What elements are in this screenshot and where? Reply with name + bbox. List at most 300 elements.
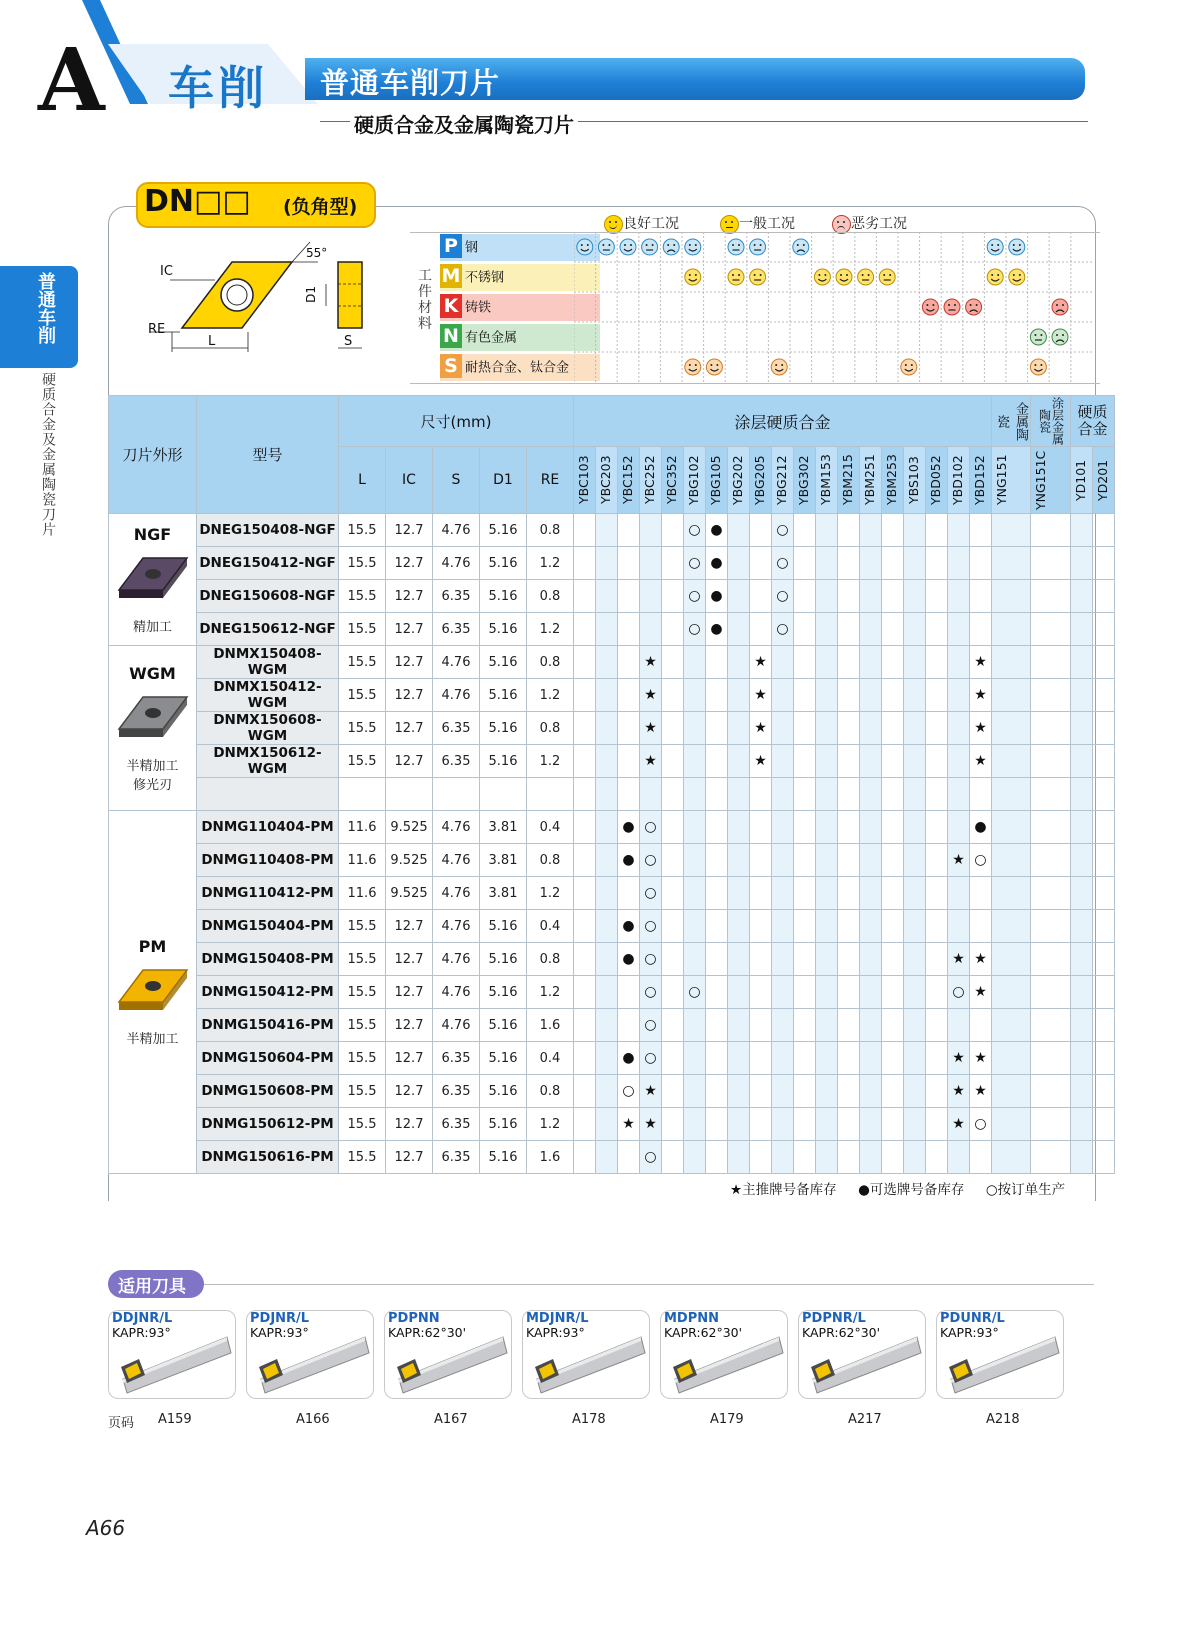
grade-cell bbox=[618, 976, 640, 1009]
grade-cell bbox=[750, 1009, 772, 1042]
grade-cell bbox=[926, 976, 948, 1009]
model-cell bbox=[197, 778, 339, 811]
grade-cell bbox=[750, 910, 772, 943]
condition-ok-icon bbox=[685, 239, 701, 255]
legend-circle: ○按订单生产 bbox=[985, 1182, 1066, 1198]
grade-cell bbox=[662, 1108, 684, 1141]
col-dim-d1: D1 bbox=[480, 447, 527, 514]
group-carbide: 硬质合金 bbox=[1071, 396, 1115, 447]
grade-cell bbox=[1071, 844, 1093, 877]
dim-cell: 12.7 bbox=[386, 1009, 433, 1042]
grade-cell bbox=[772, 811, 794, 844]
grade-cell bbox=[882, 514, 904, 547]
grade-cell bbox=[904, 745, 926, 778]
grade-cell bbox=[860, 811, 882, 844]
tool-card[interactable] bbox=[522, 1310, 650, 1399]
dim-cell: 12.7 bbox=[386, 1042, 433, 1075]
grade-cell bbox=[574, 580, 596, 613]
condition-ok-icon bbox=[685, 269, 701, 285]
grade-cell bbox=[904, 547, 926, 580]
grade-cell bbox=[838, 580, 860, 613]
dim-cell: 6.35 bbox=[433, 580, 480, 613]
condition-bad-icon bbox=[1052, 329, 1068, 345]
label-angle: 55° bbox=[306, 246, 328, 260]
grade-cell bbox=[882, 547, 904, 580]
grade-cell bbox=[596, 778, 618, 811]
tool-card[interactable] bbox=[246, 1310, 374, 1399]
dim-cell: 11.6 bbox=[339, 844, 386, 877]
grade-cell bbox=[1093, 877, 1115, 910]
grade-cell bbox=[1093, 811, 1115, 844]
col-grade: YBM251 bbox=[860, 447, 882, 514]
grade-cell bbox=[904, 613, 926, 646]
grade-cell bbox=[684, 679, 706, 712]
grade-cell bbox=[860, 646, 882, 679]
grade-cell bbox=[794, 1141, 816, 1174]
grade-cell bbox=[596, 745, 618, 778]
grade-cell: ○ bbox=[640, 943, 662, 976]
grade-cell bbox=[662, 1075, 684, 1108]
grade-cell bbox=[706, 778, 728, 811]
grade-cell: ★ bbox=[970, 1042, 992, 1075]
dim-cell: 4.76 bbox=[433, 547, 480, 580]
tool-page-ref[interactable]: A179 bbox=[710, 1412, 744, 1427]
grade-cell bbox=[992, 547, 1031, 580]
grade-cell bbox=[706, 679, 728, 712]
dim-cell: 6.35 bbox=[433, 712, 480, 745]
grade-cell bbox=[1093, 1075, 1115, 1108]
grade-cell bbox=[838, 712, 860, 745]
grade-cell bbox=[1071, 712, 1093, 745]
grade-cell bbox=[904, 844, 926, 877]
grade-cell: ● bbox=[706, 580, 728, 613]
grade-cell bbox=[728, 514, 750, 547]
grade-cell bbox=[926, 712, 948, 745]
grade-cell: ★ bbox=[640, 712, 662, 745]
grade-cell bbox=[926, 679, 948, 712]
grade-cell bbox=[596, 613, 618, 646]
grade-cell bbox=[662, 580, 684, 613]
grade-cell: ○ bbox=[640, 1141, 662, 1174]
col-grade: YBD052 bbox=[926, 447, 948, 514]
grade-cell bbox=[1071, 1009, 1093, 1042]
dim-cell: 1.2 bbox=[527, 547, 574, 580]
grade-cell bbox=[662, 1042, 684, 1075]
grade-cell bbox=[838, 1141, 860, 1174]
grade-cell bbox=[992, 712, 1031, 745]
grade-cell bbox=[860, 745, 882, 778]
dim-cell: 15.5 bbox=[339, 1141, 386, 1174]
grade-cell bbox=[794, 1042, 816, 1075]
grade-cell bbox=[618, 778, 640, 811]
grade-cell bbox=[926, 910, 948, 943]
grade-cell bbox=[948, 613, 970, 646]
grade-cell bbox=[662, 679, 684, 712]
grade-cell bbox=[794, 811, 816, 844]
normal-condition-icon bbox=[720, 215, 739, 234]
grade-cell bbox=[1071, 646, 1093, 679]
grade-cell bbox=[882, 778, 904, 811]
grade-cell bbox=[772, 1042, 794, 1075]
table-row bbox=[109, 712, 1115, 745]
dim-cell: 1.2 bbox=[527, 1108, 574, 1141]
tool-page-ref[interactable]: A218 bbox=[986, 1412, 1020, 1427]
grade-cell bbox=[794, 745, 816, 778]
grade-cell: ● bbox=[618, 910, 640, 943]
grade-cell bbox=[750, 943, 772, 976]
grade-cell bbox=[750, 1042, 772, 1075]
dim-cell: 3.81 bbox=[480, 811, 527, 844]
grade-cell bbox=[838, 547, 860, 580]
grade-cell bbox=[838, 877, 860, 910]
tool-holder-icon bbox=[523, 1311, 647, 1397]
col-grade: YBC103 bbox=[574, 447, 596, 514]
tool-card[interactable] bbox=[798, 1310, 926, 1399]
tool-kapr: KAPR:62°30' bbox=[802, 1325, 881, 1340]
grade-cell bbox=[816, 811, 838, 844]
condition-mid-icon bbox=[879, 269, 895, 285]
grade-cell: ○ bbox=[970, 1108, 992, 1141]
grade-cell bbox=[684, 943, 706, 976]
grade-cell bbox=[596, 1042, 618, 1075]
grade-cell bbox=[596, 1009, 618, 1042]
grade-cell bbox=[948, 646, 970, 679]
dim-cell: 3.81 bbox=[480, 877, 527, 910]
grade-cell: ○ bbox=[640, 811, 662, 844]
tool-card[interactable] bbox=[108, 1310, 236, 1399]
insert-code: DN□□ bbox=[144, 184, 251, 219]
grade-cell bbox=[684, 745, 706, 778]
grade-cell bbox=[1031, 712, 1071, 745]
grade-cell bbox=[1071, 943, 1093, 976]
grade-cell bbox=[948, 877, 970, 910]
grade-cell bbox=[992, 679, 1031, 712]
col-model: 型号 bbox=[197, 396, 339, 514]
tool-card[interactable] bbox=[384, 1310, 512, 1399]
table-row bbox=[109, 811, 1115, 844]
grade-cell bbox=[1093, 679, 1115, 712]
grade-cell bbox=[728, 547, 750, 580]
grade-cell bbox=[992, 646, 1031, 679]
grade-cell bbox=[992, 745, 1031, 778]
good-condition-icon bbox=[604, 215, 623, 234]
grade-cell bbox=[926, 811, 948, 844]
grade-cell bbox=[948, 778, 970, 811]
grade-cell bbox=[1071, 613, 1093, 646]
grade-cell: ★ bbox=[640, 1075, 662, 1108]
grade-cell bbox=[618, 712, 640, 745]
grade-cell: ● bbox=[618, 943, 640, 976]
condition-mid-icon bbox=[944, 299, 960, 315]
grade-cell bbox=[970, 514, 992, 547]
condition-ok-icon bbox=[577, 239, 593, 255]
grade-cell bbox=[794, 679, 816, 712]
grade-cell bbox=[1031, 580, 1071, 613]
dim-cell: 4.76 bbox=[433, 844, 480, 877]
grade-cell bbox=[794, 910, 816, 943]
grade-cell bbox=[970, 778, 992, 811]
condition-mid-icon bbox=[728, 239, 744, 255]
grade-cell bbox=[772, 910, 794, 943]
tool-name: PDJNR/L bbox=[250, 1311, 310, 1326]
grade-cell bbox=[838, 910, 860, 943]
grade-cell bbox=[750, 580, 772, 613]
grade-cell: ○ bbox=[640, 910, 662, 943]
table-row bbox=[109, 778, 1115, 811]
grade-cell bbox=[1071, 514, 1093, 547]
grade-cell: ○ bbox=[684, 547, 706, 580]
grade-cell bbox=[706, 1042, 728, 1075]
model-cell: DNMX150612-WGM bbox=[197, 745, 339, 778]
col-grade: YBG212 bbox=[772, 447, 794, 514]
grade-cell bbox=[596, 1108, 618, 1141]
dim-cell: 15.5 bbox=[339, 580, 386, 613]
grade-cell bbox=[838, 613, 860, 646]
grade-cell: ★ bbox=[970, 745, 992, 778]
grade-cell bbox=[882, 943, 904, 976]
dim-cell: 5.16 bbox=[480, 1108, 527, 1141]
grade-cell bbox=[574, 646, 596, 679]
grade-cell bbox=[750, 811, 772, 844]
grade-cell: ○ bbox=[684, 613, 706, 646]
grade-cell bbox=[706, 844, 728, 877]
grade-cell bbox=[970, 877, 992, 910]
grade-cell bbox=[772, 745, 794, 778]
grade-cell bbox=[948, 514, 970, 547]
grade-cell bbox=[574, 1009, 596, 1042]
grade-cell bbox=[706, 745, 728, 778]
table-row bbox=[109, 745, 1115, 778]
grade-cell bbox=[860, 1042, 882, 1075]
grade-cell bbox=[1031, 877, 1071, 910]
insert-shape-icon bbox=[113, 548, 193, 608]
grade-cell bbox=[574, 613, 596, 646]
grade-cell bbox=[838, 1108, 860, 1141]
shape-note: 修光刃 bbox=[132, 777, 172, 793]
model-cell: DNEG150612-NGF bbox=[197, 613, 339, 646]
col-grade: YNG151C bbox=[1031, 447, 1071, 514]
col-grade: YBM253 bbox=[882, 447, 904, 514]
grade-cell bbox=[904, 514, 926, 547]
grade-cell bbox=[816, 910, 838, 943]
grade-cell bbox=[772, 877, 794, 910]
table-row bbox=[109, 877, 1115, 910]
grade-cell: ○ bbox=[640, 877, 662, 910]
page-title: 普通车削刀片 bbox=[320, 66, 501, 100]
table-row bbox=[109, 1075, 1115, 1108]
grade-cell bbox=[816, 1141, 838, 1174]
grade-cell: ○ bbox=[640, 976, 662, 1009]
grade-cell bbox=[904, 778, 926, 811]
grade-cell bbox=[596, 712, 618, 745]
grade-cell bbox=[904, 1009, 926, 1042]
grade-cell bbox=[662, 910, 684, 943]
grade-cell: ● bbox=[706, 547, 728, 580]
tool-page-ref[interactable]: A217 bbox=[848, 1412, 882, 1427]
grade-cell bbox=[750, 844, 772, 877]
grade-cell bbox=[1093, 910, 1115, 943]
dim-cell: 4.76 bbox=[433, 910, 480, 943]
grade-cell bbox=[1071, 580, 1093, 613]
grade-cell bbox=[860, 1009, 882, 1042]
grade-cell bbox=[1031, 613, 1071, 646]
grade-cell bbox=[882, 580, 904, 613]
table-row bbox=[109, 910, 1115, 943]
grade-cell bbox=[860, 844, 882, 877]
col-grade: YBG105 bbox=[706, 447, 728, 514]
condition-ok-icon bbox=[1030, 359, 1046, 375]
grade-cell bbox=[574, 1108, 596, 1141]
grade-cell bbox=[816, 646, 838, 679]
grade-cell bbox=[970, 1141, 992, 1174]
tool-page-ref[interactable]: A159 bbox=[158, 1412, 192, 1427]
label-ic: IC bbox=[160, 264, 173, 279]
dim-cell: 1.2 bbox=[527, 745, 574, 778]
dim-cell: 6.35 bbox=[433, 745, 480, 778]
grade-cell bbox=[970, 580, 992, 613]
grade-cell bbox=[926, 547, 948, 580]
tool-card[interactable] bbox=[936, 1310, 1064, 1399]
model-cell: DNMG150412-PM bbox=[197, 976, 339, 1009]
tool-page-ref[interactable]: A167 bbox=[434, 1412, 468, 1427]
tool-card[interactable] bbox=[660, 1310, 788, 1399]
grade-cell bbox=[926, 1009, 948, 1042]
grade-cell bbox=[684, 811, 706, 844]
dim-cell: 1.2 bbox=[527, 877, 574, 910]
grade-cell bbox=[772, 1108, 794, 1141]
dim-cell: 0.8 bbox=[527, 712, 574, 745]
dim-cell: 5.16 bbox=[480, 1141, 527, 1174]
grade-cell bbox=[728, 712, 750, 745]
dim-cell: 4.76 bbox=[433, 514, 480, 547]
tool-page-ref[interactable]: A166 bbox=[296, 1412, 330, 1427]
grade-cell bbox=[640, 613, 662, 646]
grade-cell bbox=[992, 844, 1031, 877]
grade-cell bbox=[1071, 910, 1093, 943]
grade-cell: ★ bbox=[750, 646, 772, 679]
grade-cell: ● bbox=[618, 811, 640, 844]
grade-cell bbox=[728, 1141, 750, 1174]
grade-cell bbox=[728, 745, 750, 778]
section-letter: A bbox=[38, 30, 105, 131]
grade-cell: ★ bbox=[640, 679, 662, 712]
grade-cell bbox=[992, 1141, 1031, 1174]
model-cell: DNMG110412-PM bbox=[197, 877, 339, 910]
grade-table bbox=[108, 395, 1115, 1174]
grade-cell bbox=[992, 580, 1031, 613]
label-d1: D1 bbox=[304, 286, 318, 303]
table-row bbox=[109, 547, 1115, 580]
grade-cell bbox=[794, 613, 816, 646]
model-cell: DNEG150412-NGF bbox=[197, 547, 339, 580]
grade-cell bbox=[860, 877, 882, 910]
table-row bbox=[109, 646, 1115, 679]
side-tab-label: 普通车削 bbox=[35, 272, 56, 344]
grade-cell bbox=[992, 910, 1031, 943]
grade-cell bbox=[1031, 943, 1071, 976]
model-cell: DNMX150412-WGM bbox=[197, 679, 339, 712]
grade-cell bbox=[816, 1009, 838, 1042]
grade-cell bbox=[1071, 547, 1093, 580]
grade-cell bbox=[970, 613, 992, 646]
grade-cell bbox=[706, 712, 728, 745]
grade-cell bbox=[640, 778, 662, 811]
grade-cell bbox=[860, 580, 882, 613]
grade-cell bbox=[816, 877, 838, 910]
grade-cell bbox=[904, 976, 926, 1009]
grade-cell bbox=[904, 646, 926, 679]
grade-cell bbox=[640, 547, 662, 580]
grade-cell bbox=[816, 712, 838, 745]
col-grade: YBD152 bbox=[970, 447, 992, 514]
grade-cell: ○ bbox=[640, 1042, 662, 1075]
grade-cell bbox=[728, 811, 750, 844]
grade-cell bbox=[706, 646, 728, 679]
materials-title: 工件材料 bbox=[418, 268, 432, 332]
table-row bbox=[109, 1042, 1115, 1075]
grade-cell bbox=[1071, 877, 1093, 910]
dim-cell bbox=[386, 778, 433, 811]
grade-cell bbox=[992, 613, 1031, 646]
grade-cell bbox=[1031, 811, 1071, 844]
page-subtitle: 硬质合金及金属陶瓷刀片 bbox=[350, 109, 578, 138]
tool-page-ref[interactable]: A178 bbox=[572, 1412, 606, 1427]
legend-good: 良好工况 bbox=[604, 213, 679, 234]
condition-ok-icon bbox=[987, 239, 1003, 255]
dim-cell: 12.7 bbox=[386, 1108, 433, 1141]
grade-cell: ○ bbox=[684, 514, 706, 547]
material-letter: P bbox=[440, 234, 462, 258]
tool-holder-icon bbox=[247, 1311, 371, 1397]
grade-cell bbox=[574, 1075, 596, 1108]
grade-cell bbox=[618, 745, 640, 778]
dim-cell: 12.7 bbox=[386, 943, 433, 976]
grade-cell bbox=[750, 778, 772, 811]
grade-cell bbox=[772, 1141, 794, 1174]
grade-cell bbox=[706, 1108, 728, 1141]
grade-cell: ○ bbox=[684, 580, 706, 613]
dim-cell: 6.35 bbox=[433, 613, 480, 646]
page-label: 页码 bbox=[108, 1416, 135, 1431]
dim-cell: 15.5 bbox=[339, 943, 386, 976]
grade-cell bbox=[860, 712, 882, 745]
grade-cell bbox=[596, 679, 618, 712]
grade-cell bbox=[926, 745, 948, 778]
grade-cell bbox=[948, 712, 970, 745]
dim-cell: 15.5 bbox=[339, 712, 386, 745]
insert-shape-icon bbox=[113, 960, 193, 1020]
grade-cell bbox=[816, 679, 838, 712]
col-grade: YBC352 bbox=[662, 447, 684, 514]
table-row bbox=[109, 1009, 1115, 1042]
grade-cell bbox=[596, 943, 618, 976]
grade-cell bbox=[838, 1075, 860, 1108]
grade-cell bbox=[948, 745, 970, 778]
grade-cell bbox=[728, 1042, 750, 1075]
grade-cell bbox=[904, 1108, 926, 1141]
grade-cell bbox=[838, 844, 860, 877]
grade-cell bbox=[772, 1075, 794, 1108]
dim-cell: 5.16 bbox=[480, 580, 527, 613]
grade-cell bbox=[992, 1009, 1031, 1042]
col-dim-ic: IC bbox=[386, 447, 433, 514]
grade-cell bbox=[728, 910, 750, 943]
grade-cell bbox=[662, 1009, 684, 1042]
grade-cell bbox=[1093, 1141, 1115, 1174]
grade-cell bbox=[816, 514, 838, 547]
materials-grid bbox=[574, 232, 1094, 382]
table-row bbox=[109, 679, 1115, 712]
